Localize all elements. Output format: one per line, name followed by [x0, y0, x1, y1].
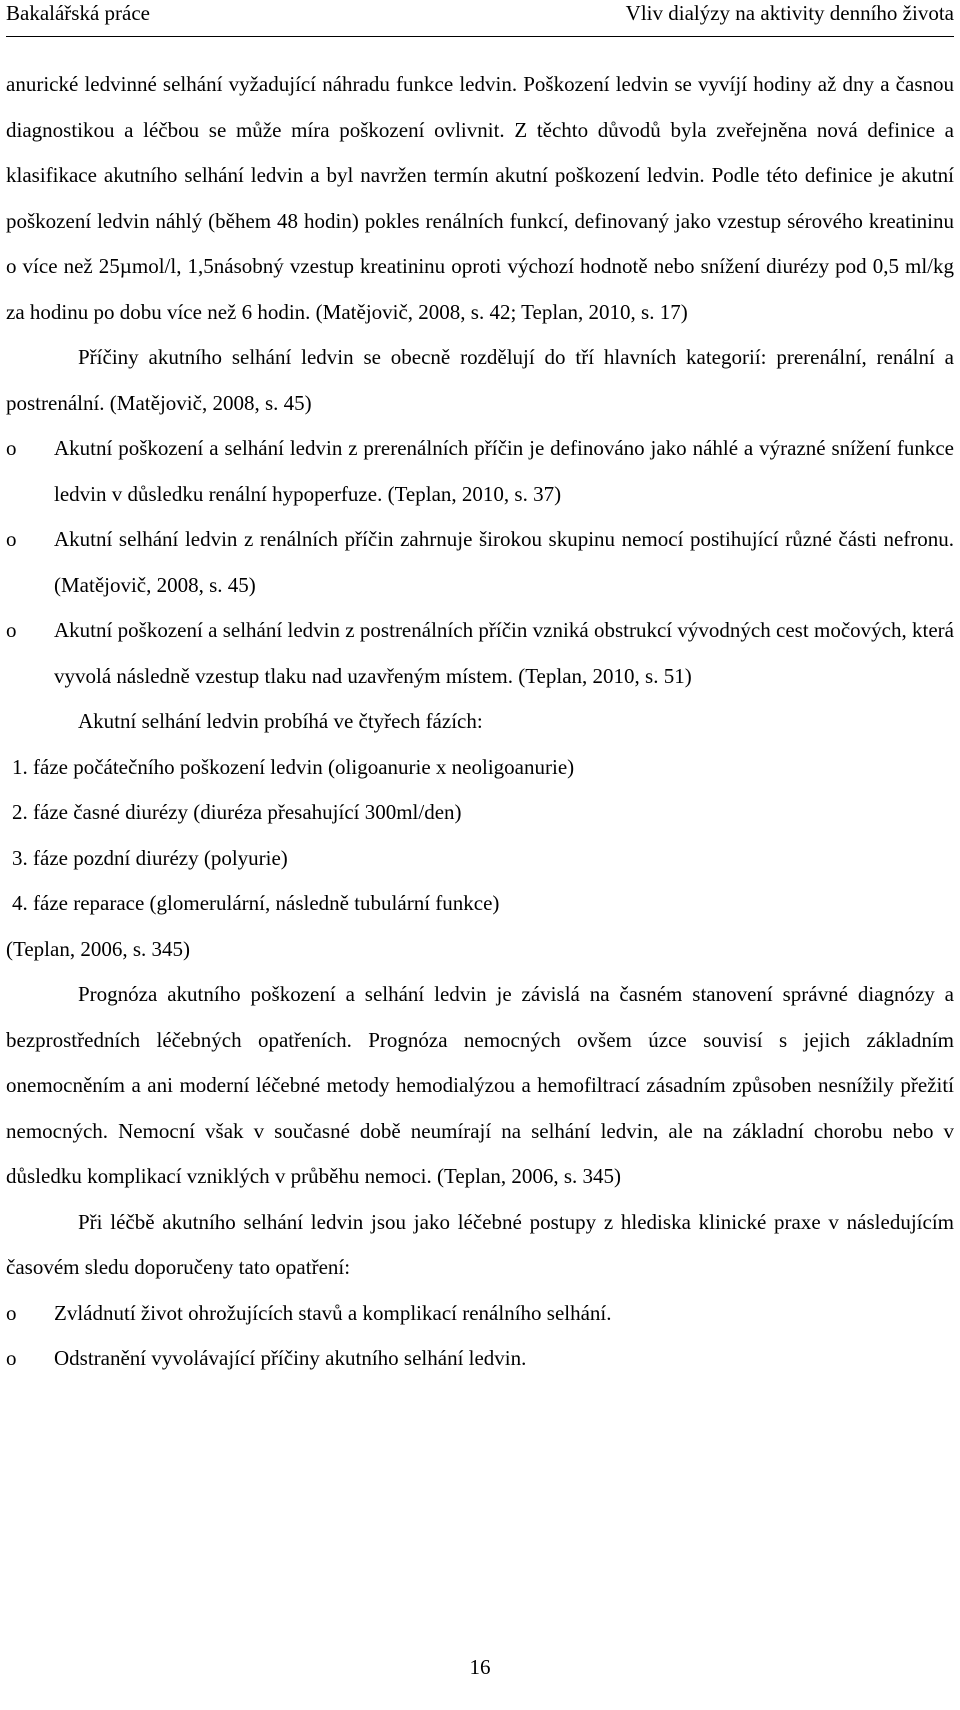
list-item — [6, 881, 954, 927]
list-item — [6, 790, 954, 836]
list-item — [6, 426, 954, 517]
list-item — [6, 608, 954, 699]
list-item — [6, 836, 954, 882]
measures-list — [6, 1291, 954, 1382]
paragraph-prognosis: Prognóza akutního poškození a selhání ledvin je závislá na časném stanovení správné diagnózy a bezprostředních léčebných opatřeních. Prognóza nemocných ovšem úzce souvisí s jejich základním onemocněním a ani moderní léčebné metody hemodialýzou a hemofiltrací zásadním způsoben nesnížily přežití nemocných. Nemocní však v současné době neumírají na selhání ledvin, ale na základní chorobu nebo v důsledku komplikací vzniklých v průběhu nemoci. (Teplan, 2006, s. 345) — [6, 982, 954, 1188]
list-item-text: Akutní poškození a selhání ledvin z postrenálních příčin vzniká obstrukcí vývodných cest močových, která vyvolá následně vzestup tlaku nad uzavřeným místem. (Teplan, 2010, s. 51) — [54, 618, 954, 688]
list-item-text: fáze časné diurézy (diuréza přesahující 300ml/den) — [33, 800, 462, 824]
phases-list — [6, 745, 954, 927]
list-item-text: fáze pozdní diurézy (polyurie) — [33, 845, 288, 870]
header-left-title: Bakalářská práce — [6, 1, 150, 25]
bullet-marker: o — [6, 436, 17, 460]
list-item-text: Odstranění vyvolávající příčiny akutního selhání ledvin. — [54, 1346, 527, 1370]
list-item — [6, 745, 954, 791]
list-item — [6, 1291, 954, 1337]
list-item — [6, 1336, 954, 1382]
list-item-text: Zvládnutí život ohrožujících stavů a komplikací renálního selhání. — [54, 1300, 612, 1325]
bullet-marker: o — [6, 1346, 17, 1370]
list-number: 1. — [12, 754, 28, 779]
causes-list — [6, 426, 954, 699]
phases-intro: Akutní selhání ledvin probíhá ve čtyřech fázích: — [78, 709, 483, 733]
list-item-text: Akutní selhání ledvin z renálních příčin zahrnuje širokou skupinu nemocí postihující různé části nefronu. (Matějovič, 2008, s. 45) — [54, 527, 954, 597]
paragraph-treatment: Při léčbě akutního selhání ledvin jsou jako léčebné postupy z hlediska klinické praxe v následujícím časovém sledu doporučeny tato opatření: — [6, 1209, 954, 1279]
bullet-marker: o — [6, 527, 17, 551]
list-number: 4. — [12, 891, 28, 915]
bullet-marker: o — [6, 1300, 17, 1325]
phases-citation: (Teplan, 2006, s. 345) — [6, 936, 190, 961]
header-right-title: Vliv dialýzy na aktivity denního života — [625, 1, 954, 25]
body-text — [6, 62, 954, 1382]
list-item — [6, 517, 954, 608]
page-number: 16 — [469, 1655, 491, 1679]
running-header — [6, 0, 954, 30]
list-number: 3. — [12, 845, 28, 870]
list-number: 2. — [12, 800, 28, 824]
paragraph-causes-intro: Příčiny akutního selhání ledvin se obecně rozdělují do tří hlavních kategorií: prerenální, renální a postrenální. (Matějovič, 2008, s. 45) — [6, 345, 954, 415]
bullet-marker: o — [6, 618, 17, 642]
header-divider — [6, 36, 954, 37]
paragraph-definition: anurické ledvinné selhání vyžadující náhradu funkce ledvin. Poškození ledvin se vyvíjí hodiny až dny a časnou diagnostikou a léčbou se může míra poškození ovlivnit. Z těchto důvodů byla zveřejněna nová definice a klasifikace akutního selhání ledvin a byl navržen termín akutní poškození ledvin. Podle této definice je akutní poškození ledvin náhlý (během 48 hodin) pokles renálních funkcí, definovaný jako vzestup sérového kreatininu o více než 25µmol/l, 1,5násobný vzestup kreatininu oproti výchozí hodnotě nebo snížení diurézy pod 0,5 ml/kg za hodinu po dobu více než 6 hodin. (Matějovič, 2008, s. 42; Teplan, 2010, s. 17) — [6, 72, 954, 324]
list-item-text: Akutní poškození a selhání ledvin z prerenálních příčin je definováno jako náhlé a výrazné snížení funkce ledvin v důsledku renální hypoperfuze. (Teplan, 2010, s. 37) — [54, 436, 954, 506]
list-item-text: fáze reparace (glomerulární, následně tubulární funkce) — [33, 891, 500, 915]
list-item-text: fáze počátečního poškození ledvin (oligoanurie x neoligoanurie) — [33, 754, 575, 779]
